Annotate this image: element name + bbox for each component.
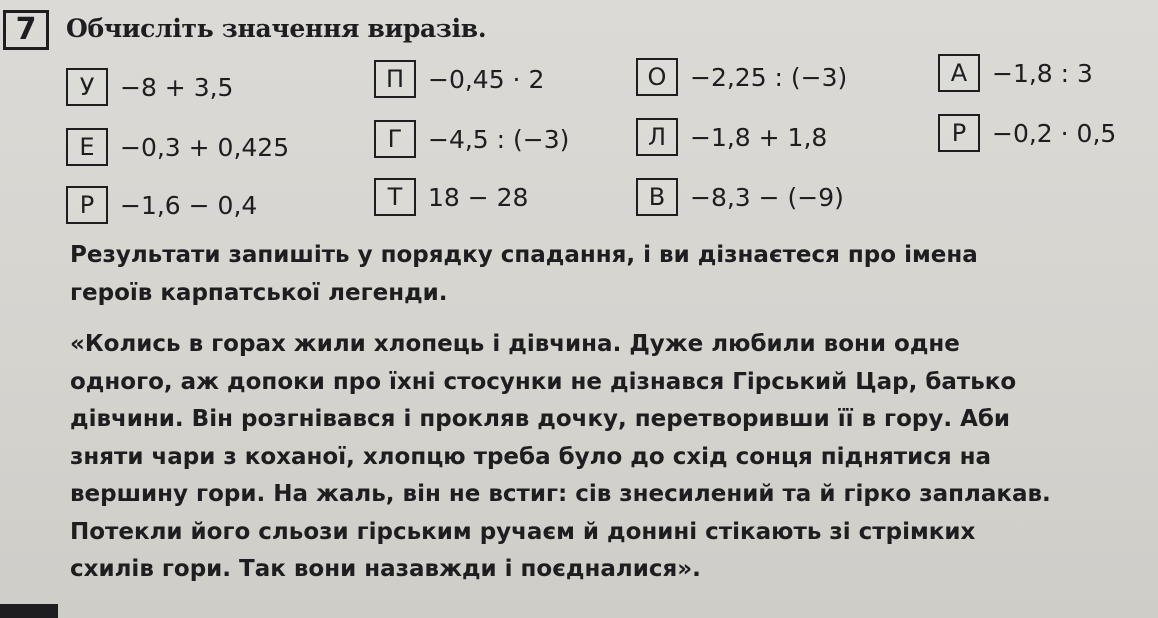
- expression-item: [938, 112, 1116, 154]
- expression-item: [636, 176, 844, 218]
- expression-text: −4,5 : (−3): [428, 124, 570, 154]
- expression-item: [374, 118, 569, 160]
- expression-text: −8,3 − (−9): [690, 182, 844, 212]
- legend-line: вершину гори. На жаль, він не встиг: сів знесилений та й гірко заплакав.: [70, 481, 1051, 507]
- expression-item: [66, 126, 289, 168]
- letter-box: Т: [374, 178, 416, 216]
- expression-text: −0,45 · 2: [428, 64, 545, 94]
- expression-item: [938, 52, 1093, 94]
- next-task-marker: [0, 604, 58, 618]
- task-number-box: 7: [3, 10, 49, 50]
- expression-text: −0,3 + 0,425: [120, 132, 290, 162]
- instruction-line: героїв карпатської легенди.: [70, 280, 448, 306]
- expression-text: −1,8 : 3: [992, 58, 1093, 88]
- expression-text: −2,25 : (−3): [690, 62, 848, 92]
- letter-box: Г: [374, 120, 416, 158]
- expression-text: −1,8 + 1,8: [690, 122, 828, 152]
- expression-item: [374, 58, 544, 100]
- legend-line: зняти чари з коханої, хлопцю треба було до схід сонця піднятися на: [70, 443, 992, 470]
- instruction-paragraph: [70, 236, 1142, 312]
- expression-text: −1,6 − 0,4: [120, 190, 258, 220]
- legend-line: Потекли його сльози гірським ручаєм й донині стікають зі стрімких: [70, 518, 976, 545]
- letter-box: Р: [938, 114, 980, 152]
- letter-box: О: [636, 58, 678, 96]
- letter-box: Р: [66, 186, 108, 224]
- instruction-line: Результати запишіть у порядку спадання, і ви дізнаєтеся про імена: [70, 242, 978, 268]
- task-title: Обчисліть значення виразів.: [66, 14, 487, 43]
- legend-line: «Колись в горах жили хлопець і дівчина. Дуже любили вони одне: [70, 331, 960, 357]
- letter-box: В: [636, 178, 678, 216]
- expression-text: −8 + 3,5: [120, 72, 234, 102]
- letter-box: У: [66, 68, 108, 106]
- letter-box: Е: [66, 128, 108, 166]
- legend-line: одного, аж допоки про їхні стосунки не дізнався Гірський Цар, батько: [70, 368, 1017, 395]
- expression-text: −0,2 · 0,5: [992, 118, 1117, 148]
- expression-item: [374, 176, 528, 218]
- letter-box: П: [374, 60, 416, 98]
- expression-item: [66, 184, 257, 226]
- legend-line: дівчини. Він розгнівався і прокляв дочку, перетворивши її в гору. Аби: [70, 406, 1011, 432]
- legend-paragraph: [70, 326, 1142, 589]
- expression-text: 18 − 28: [428, 182, 529, 212]
- expression-item: [636, 116, 827, 158]
- letter-box: А: [938, 54, 980, 92]
- legend-line: схилів гори. Так вони назавжди і поєдналися».: [70, 556, 701, 582]
- expression-item: [66, 66, 233, 108]
- letter-box: Л: [636, 118, 678, 156]
- expression-item: [636, 56, 847, 98]
